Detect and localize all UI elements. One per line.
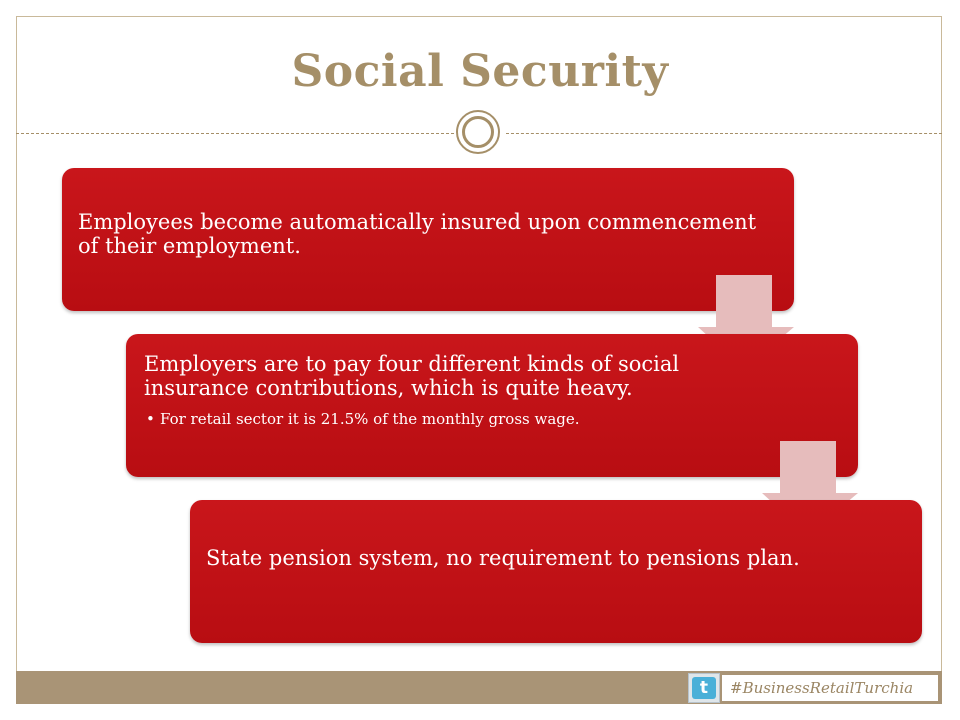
process-step-1-text: Employees become automatically insured upon commencement of their employment. [78,210,757,258]
title-divider-right [506,133,942,134]
process-step-2 [126,334,858,477]
process-step-2-subitem [146,410,842,428]
twitter-icon-badge [692,677,716,699]
slide-title: Social Security [291,46,669,97]
process-step-1 [62,168,794,311]
bullet-icon: • [146,410,155,428]
footer-hashtag: #BusinessRetailTurchia [730,679,914,697]
twitter-icon[interactable] [688,673,720,703]
twitter-glyph: t [699,678,709,698]
process-step-2-text: Employers are to pay four different kinds of social insurance contributions, which is quite heavy. [144,352,680,400]
process-step-2-subitem-text: For retail sector it is 21.5% of the monthly gross wage. [160,410,580,428]
divider-ring-inner [462,116,494,148]
title-divider-left [16,133,454,134]
process-step-2-sublist [144,410,842,428]
process-step-3-text: State pension system, no requirement to pensions plan. [206,546,800,570]
process-step-3 [190,500,922,643]
divider-ring-ornament [456,110,500,154]
